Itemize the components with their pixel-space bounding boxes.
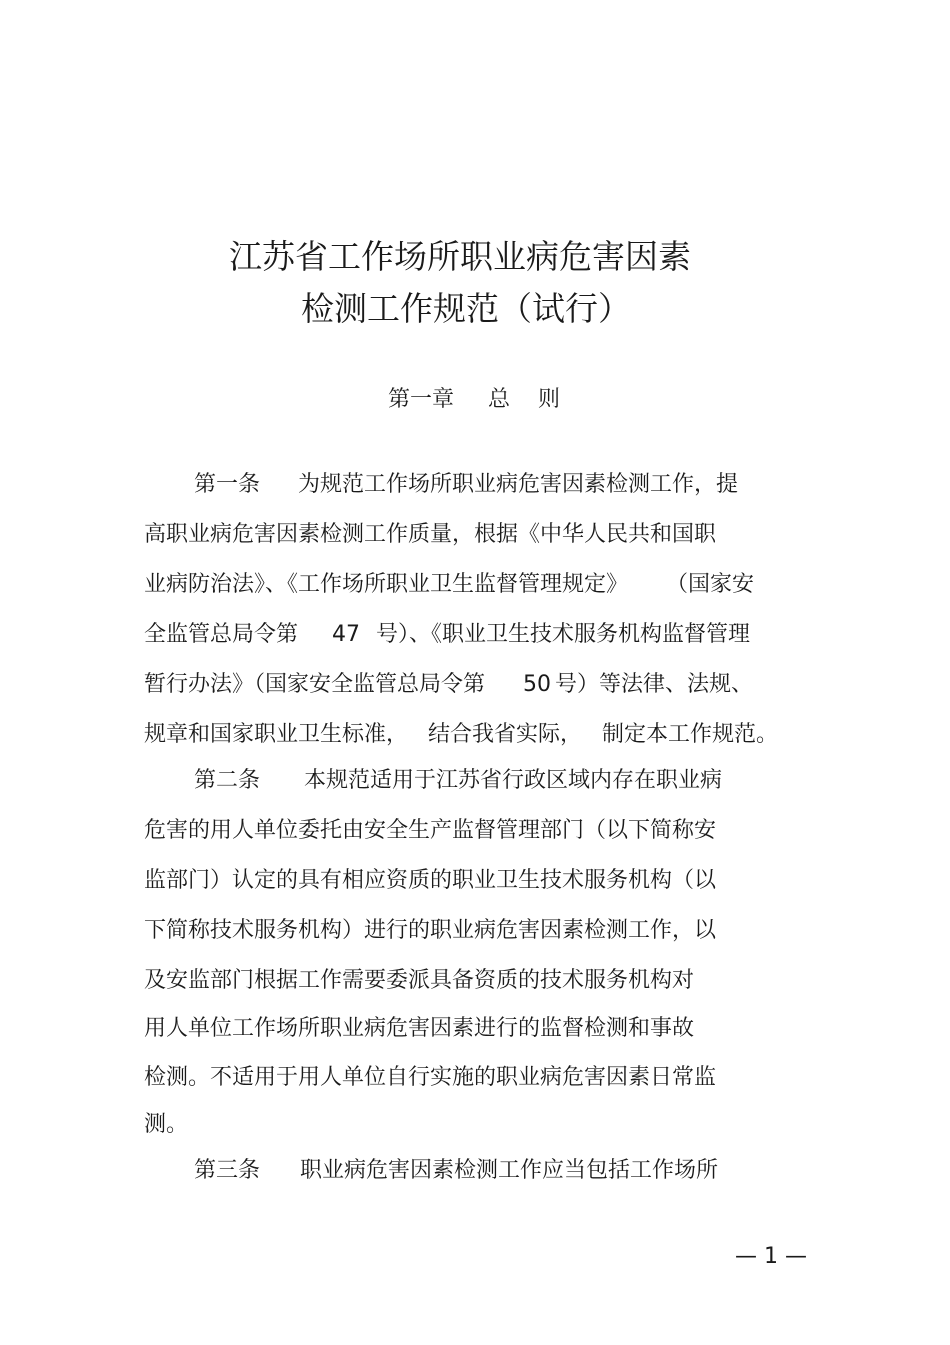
article-text: 及安监部门根据工作需要委派具备资质的技术服务机构对 [144,968,695,993]
document-title-line-1: 江苏省工作场所职业病危害因素 [229,237,691,276]
article-text: 用人单位工作场所职业病危害因素进行的监督检测和事故 [144,1016,695,1041]
document-title-line-2: 检测工作规范（试行） [301,289,631,328]
article-text: 制定本工作规范。 [602,722,779,747]
article-text: 全监管总局令第 [144,622,299,647]
article-1-label: 第一条 [194,472,261,497]
chapter-heading [388,382,560,413]
article-text: 结合我省实际， [428,722,583,747]
chapter-name-part-2: 则 [538,387,561,412]
article-text: 测。 [144,1112,189,1137]
article-text: 业病防治法》、《工作场所职业卫生监督管理规定》 [144,572,629,597]
article-3-line-1 [194,1156,718,1186]
article-2-line-3 [144,866,716,896]
article-2-line-6 [144,1014,694,1044]
article-2-line-4 [144,916,716,946]
article-1-line-2 [144,520,716,550]
article-1-line-5 [144,670,753,700]
article-2-line-7 [144,1063,716,1093]
article-text: 危害的用人单位委托由安全生产监督管理部门（以下简称安 [144,818,717,843]
article-1-line-3 [144,570,754,600]
article-text: 监部门）认定的具有相应资质的职业卫生技术服务机构（以 [144,868,717,893]
page-number: — 1 — [735,1244,807,1269]
article-text: 检测。不适用于用人单位自行实施的职业病危害因素日常监 [144,1065,717,1090]
article-text: 下简称技术服务机构）进行的职业病危害因素检测工作，以 [144,918,717,943]
article-2-line-5 [144,966,694,996]
chapter-name-part-1: 总 [488,387,511,412]
order-number: 50 [523,672,552,697]
article-text: 规章和国家职业卫生标准， [144,722,409,747]
article-2-line-8 [144,1110,188,1140]
article-text: 本规范适用于江苏省行政区域内存在职业病 [304,768,723,793]
article-text: 号）、《职业卫生技术服务机构监督管理 [376,622,751,647]
article-text: 号）等法律、法规、 [555,672,754,697]
article-1-line-1 [194,470,738,500]
article-text: 为规范工作场所职业病危害因素检测工作，提 [298,472,739,497]
article-2-label: 第二条 [194,768,261,793]
order-number: 47 [332,622,361,647]
article-text: 职业病危害因素检测工作应当包括工作场所 [300,1158,719,1183]
article-2-line-1 [194,766,722,796]
article-text: （国家安 [666,572,755,597]
chapter-number: 第一章 [388,387,455,412]
article-1-line-4 [144,620,750,650]
article-text: 暂行办法》（国家安全监管总局令第 [144,672,486,697]
article-1-line-6 [144,720,778,750]
article-2-line-2 [144,816,716,846]
article-text: 高职业病危害因素检测工作质量，根据《中华人民共和国职 [144,522,717,547]
article-3-label: 第三条 [194,1158,261,1183]
